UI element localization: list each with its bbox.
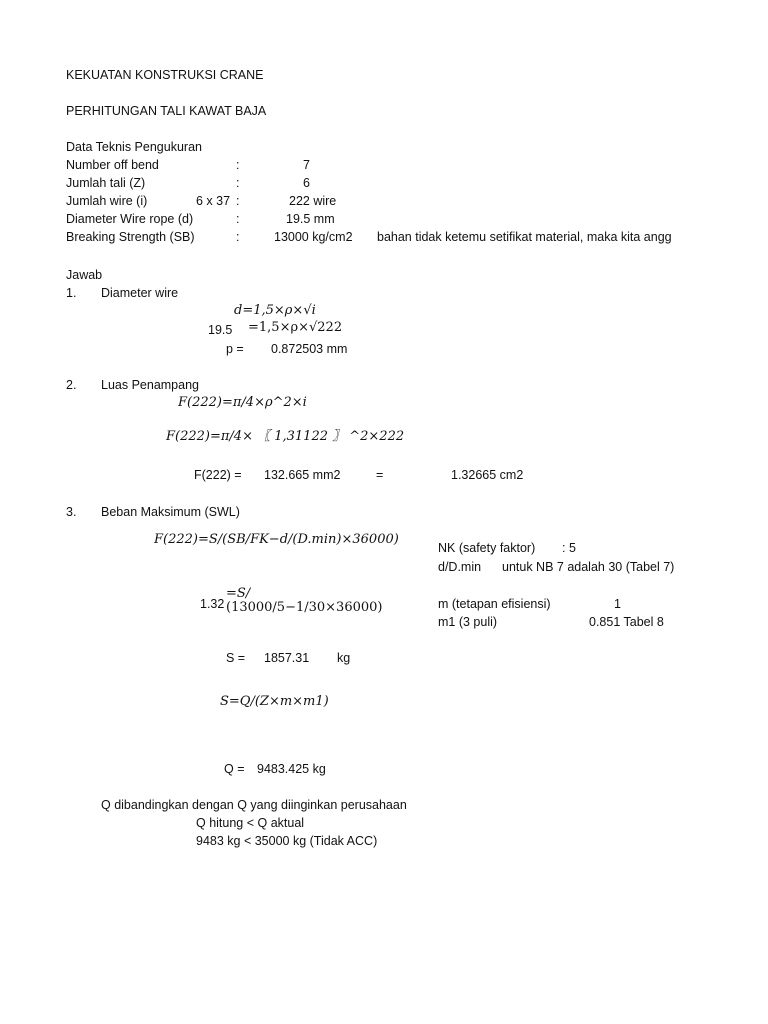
result-value-cm2: 1.32665 cm2 [451, 468, 524, 482]
data-row-sep: : [236, 212, 240, 226]
param-value: 0.851 Tabel 8 [589, 615, 664, 629]
param-label: d/D.min [438, 560, 482, 574]
data-row-note: bahan tidak ketemu setifikat material, maka kita angg [377, 230, 672, 244]
diameter-formula-substituted: =1,5×ρ×√222 [248, 320, 343, 335]
data-row-label: Number off bend [66, 158, 159, 172]
data-row-value: 13000 kg/cm2 [274, 230, 353, 244]
data-row-label: Diameter Wire rope (d) [66, 212, 194, 226]
result-value: 0.872503 mm [271, 342, 348, 356]
data-row-label: Jumlah wire (i) [66, 194, 148, 208]
data-row-extra: 6 x 37 [196, 194, 231, 208]
data-row-sep: : [236, 194, 240, 208]
diameter-formula: d=1,5×ρ×√i [234, 303, 316, 318]
conclusion-line: Q dibandingkan dengan Q yang diinginkan perusahaan [101, 798, 407, 812]
data-row-sep: : [236, 176, 240, 190]
param-value: : 5 [562, 541, 576, 555]
swl-formula: F(222)=S/(SB/FK−d/(D.min)×36000) [154, 532, 399, 547]
section-title: Luas Penampang [101, 378, 199, 392]
data-row-value: 7 [303, 158, 310, 172]
section-title: Beban Maksimum (SWL) [101, 505, 240, 519]
result-equals: = [376, 468, 384, 482]
section-number: 3. [66, 505, 77, 519]
document-subtitle: PERHITUNGAN TALI KAWAT BAJA [66, 104, 267, 118]
param-label: NK (safety faktor) [438, 541, 536, 555]
data-row-sep: : [236, 230, 240, 244]
result-label: F(222) = [194, 468, 242, 482]
area-formula: F(222)=π/4×ρ^2×i [178, 395, 307, 410]
answer-heading: Jawab [66, 268, 103, 282]
section-number: 2. [66, 378, 77, 392]
swl-formula-numerator: =S/ [226, 586, 251, 601]
data-row-sep: : [236, 158, 240, 172]
param-value: untuk NB 7 adalah 30 (Tabel 7) [502, 560, 675, 574]
data-row-value: 19.5 mm [286, 212, 335, 226]
data-row-label: Breaking Strength (SB) [66, 230, 195, 244]
s-label: S = [226, 651, 246, 665]
load-formula: S=Q/(Z×m×m1) [220, 694, 329, 709]
data-row-value: 222 wire [289, 194, 337, 208]
s-unit: kg [337, 651, 351, 665]
area-formula-substituted: F(222)=π/4× 〖 1,31122 〗 ^2×222 [166, 429, 405, 444]
param-label: m1 (3 puli) [438, 615, 498, 629]
data-row-label: Jumlah tali (Z) [66, 176, 146, 190]
data-heading: Data Teknis Pengukuran [66, 140, 202, 154]
data-row-value: 6 [303, 176, 310, 190]
param-label: m (tetapan efisiensi) [438, 597, 551, 611]
param-value: 1 [614, 597, 621, 611]
swl-formula-denominator: (13000/5−1/30×36000) [226, 600, 383, 615]
section-number: 1. [66, 286, 77, 300]
result-value: 132.665 mm2 [264, 468, 341, 482]
conclusion-line: 9483 kg < 35000 kg (Tidak ACC) [196, 834, 378, 848]
s-value: 1857.31 [264, 651, 310, 665]
q-value: 9483.425 kg [257, 762, 326, 776]
swl-lhs: 1.32 [200, 597, 225, 611]
document-title: KEKUATAN KONSTRUKSI CRANE [66, 68, 264, 82]
diameter-lhs: 19.5 [208, 323, 233, 337]
q-label: Q = [224, 762, 245, 776]
result-label: p = [226, 342, 244, 356]
conclusion-line: Q hitung < Q aktual [196, 816, 305, 830]
section-title: Diameter wire [101, 286, 179, 300]
